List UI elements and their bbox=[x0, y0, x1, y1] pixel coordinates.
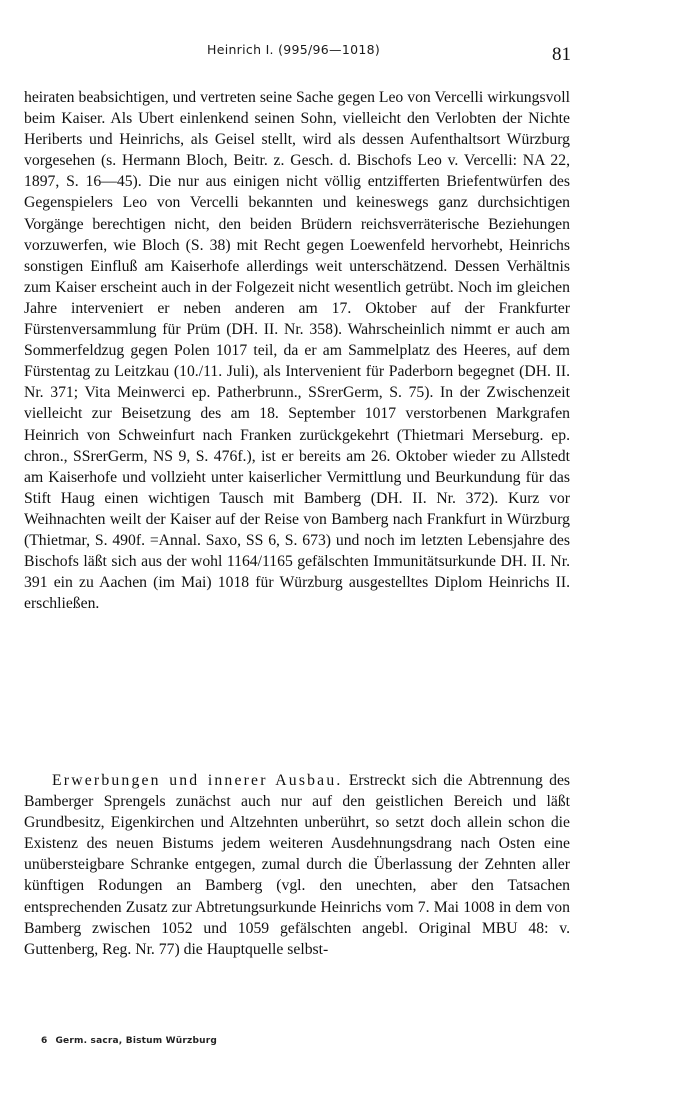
printer-signature bbox=[41, 1036, 217, 1046]
paragraph-text bbox=[24, 770, 570, 960]
page-number: 81 bbox=[552, 44, 571, 65]
body-paragraph-2 bbox=[24, 770, 570, 960]
signature-text: Germ. sacra, Bistum Würzburg bbox=[55, 1036, 218, 1046]
signature-number: 6 bbox=[41, 1036, 48, 1046]
paragraph-body: Erstreckt sich die Abtrennung des Bamberger Sprengels zunächst auch nur auf den geistlichen Bereich und läßt Grundbesitz, Eigenkirchen und Altzehnten unberührt, so setzt doch allein schon die Existenz des neuen Bistums jedem weiteren Ausdehnungsdrang nach Osten eine unübersteigbare Schranke entgegen, zumal durch die Überlassung der Zehnten aller künftigen Rodungen an Bamberg (vgl. den unechten, aber den Tatsachen entsprechenden Zusatz zur Abtretungsurkunde Heinrichs vom 7. Mai 1008 in dem von Bamberg zwischen 1052 und 1059 gefälschten angebl. Original MBU 48: v. Guttenberg, Reg. Nr. 77) die Hauptquelle selbst- bbox=[24, 772, 571, 958]
running-head-title: Heinrich I. (995/96—1018) bbox=[207, 42, 381, 57]
body-paragraph-1 bbox=[24, 87, 570, 614]
paragraph-text: heiraten beabsichtigen, und vertreten seine Sache gegen Leo von Vercelli wirkungsvoll beim Kaiser. Als Ubert einlenkend seinen Sohn, vielleicht den Verlobten der Nichte Heriberts und Heinrichs, als Geisel stellt, wird als dessen Aufenthaltsort Würzburg vorgesehen (s. Hermann Bloch, Beitr. z. Gesch. d. Bischofs Leo v. Vercelli: NA 22, 1897, S. 16—45). Die nur aus einigen nicht völlig entzifferten Briefentwürfen des Gegenspielers Leo von Vercelli bekannten und keineswegs ganz durchsichtigen Vorgänge berechtigen nicht, den beiden Brüdern reichsverräterische Beziehungen vorzuwerfen, wie Bloch (S. 38) mit Recht gegen Loewenfeld hervorhebt, Heinrichs sonstigen Einfluß am Kaiserhofe allerdings weit unterschätzend. Dessen Verhältnis zum Kaiser erscheint auch in der Folgezeit nicht wesentlich getrübt. Noch im gleichen Jahre interveniert er neben anderen am 17. Oktober auf der Frankfurter Fürstenversammlung für Prüm (DH. II. Nr. 358). Wahrscheinlich nimmt er auch am Sommerfeldzug gegen Polen 1017 teil, da er am Sammelplatz des Heeres, auf dem Fürstentag zu Leitzkau (10./11. Juli), als Intervenient für Paderborn begegnet (DH. II. Nr. 371; Vita Meinwerci ep. Patherbrunn., SSrerGerm, S. 75). In der Zwischenzeit vielleicht zur Beisetzung des am 18. September 1017 verstorbenen Markgrafen Heinrich von Schweinfurt nach Franken zurückgekehrt (Thietmari Merseburg. ep. chron., SSrerGerm, NS 9, S. 476f.), ist er bereits am 26. Oktober wieder zu Allstedt am Kaiserhofe und vollzieht unter kaiserlicher Vermittlung und Beurkundung für das Stift Haug einen wichtigen Tausch mit Bamberg (DH. II. Nr. 372). Kurz vor Weihnachten weilt der Kaiser auf der Reise von Bamberg nach Frankfurt in Würzburg (Thietmar, S. 490f. =Annal. Saxo, SS 6, S. 673) und noch im letzten Lebensjahre des Bischofs läßt sich aus der wohl 1164/1165 gefälschten Immunitätsurkunde DH. II. Nr. 391 ein zu Aachen (im Mai) 1018 für Würzburg ausgestelltes Diplom Heinrichs II. erschließen. bbox=[24, 89, 570, 613]
section-heading: Erwerbungen und innerer Ausbau. bbox=[52, 772, 343, 789]
